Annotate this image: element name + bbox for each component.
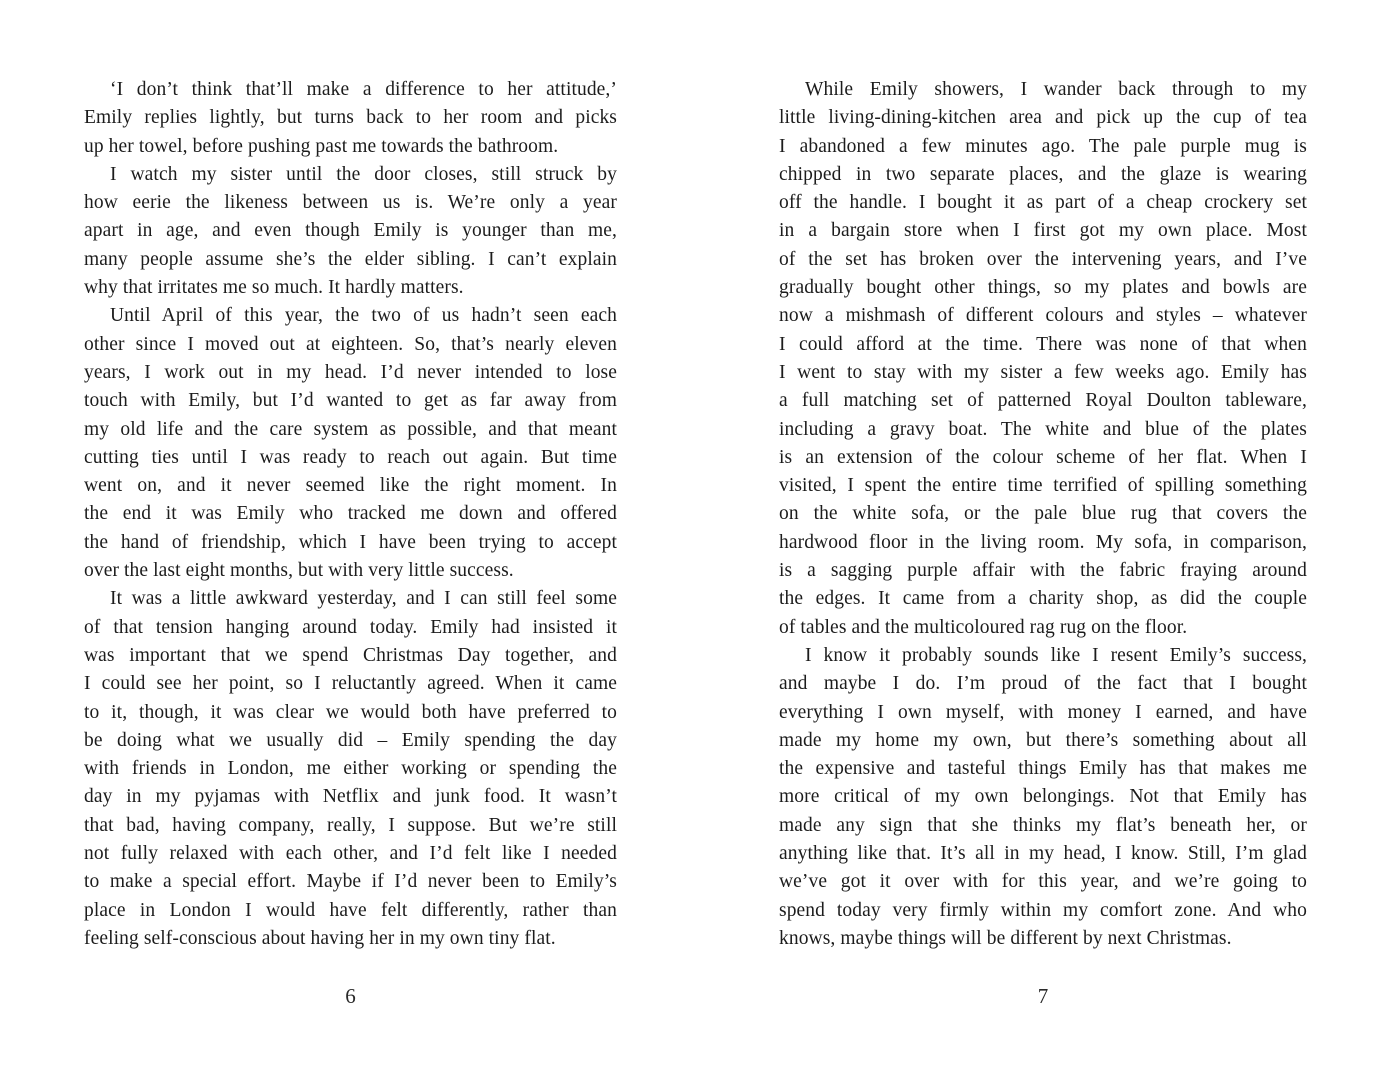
text-line: anything like that. It’s all in my head, I know. Still, I’m glad bbox=[779, 843, 1307, 865]
text-line: many people assume she’s the elder sibling. I can’t explain bbox=[84, 248, 617, 270]
left-page-number: 6 bbox=[345, 984, 356, 1008]
text-line: more critical of my own belongings. Not that Emily has bbox=[779, 786, 1307, 808]
text-line: I could afford at the time. There was none of that when bbox=[779, 333, 1307, 355]
text-line: the expensive and tasteful things Emily has that makes me bbox=[779, 758, 1307, 780]
text-line: other since I moved out at eighteen. So, that’s nearly eleven bbox=[84, 333, 617, 355]
text-line: cutting ties until I was ready to reach out again. But time bbox=[84, 446, 617, 468]
text-line: up her towel, before pushing past me towards the bathroom. bbox=[84, 135, 559, 157]
paragraph bbox=[84, 302, 617, 585]
text-line: the edges. It came from a charity shop, as did the couple bbox=[779, 588, 1307, 610]
text-line: While Emily showers, I wander back through to my bbox=[805, 79, 1307, 100]
text-line: my old life and the care system as possible, and that meant bbox=[84, 418, 617, 440]
text-line: went on, and it never seemed like the right moment. In bbox=[84, 475, 617, 497]
paragraph bbox=[84, 161, 617, 302]
text-line: why that irritates me so much. It hardly matters. bbox=[84, 277, 464, 299]
paragraph bbox=[84, 585, 617, 953]
text-line: Until April of this year, the two of us hadn’t seen each bbox=[110, 305, 617, 327]
text-line: I know it probably sounds like I resent Emily’s success, bbox=[805, 644, 1307, 666]
text-line: made my home my own, but there’s something about all bbox=[779, 729, 1307, 751]
text-line: place in London I would have felt differently, rather than bbox=[84, 899, 617, 921]
text-line: the hand of friendship, which I have been trying to accept bbox=[84, 531, 617, 553]
text-line: feeling self-conscious about having her in my own tiny flat. bbox=[84, 927, 556, 949]
text-line: not fully relaxed with each other, and I’d felt like I needed bbox=[84, 843, 617, 865]
text-line: the end it was Emily who tracked me down and offered bbox=[84, 503, 617, 525]
text-line: little living-dining-kitchen area and pick up the cup of tea bbox=[779, 107, 1307, 129]
text-line: I went to stay with my sister a few weeks ago. Emily has bbox=[779, 361, 1307, 383]
right-page-number: 7 bbox=[1037, 984, 1049, 1008]
text-line: we’ve got it over with for this year, and we’re going to bbox=[779, 871, 1307, 893]
text-line: It was a little awkward yesterday, and I can still feel some bbox=[110, 588, 617, 610]
text-line: to make a special effort. Maybe if I’d never been to Emily’s bbox=[84, 871, 617, 893]
text-line: of tables and the multicoloured rag rug on the floor. bbox=[779, 616, 1188, 638]
text-line: knows, maybe things will be different by next Christmas. bbox=[779, 927, 1232, 949]
left-page-text bbox=[84, 76, 617, 953]
text-line: apart in age, and even though Emily is younger than me, bbox=[84, 220, 617, 242]
text-line: is an extension of the colour scheme of her flat. When I bbox=[779, 446, 1307, 468]
paragraph bbox=[779, 642, 1307, 953]
text-line: a full matching set of patterned Royal Doulton tableware, bbox=[779, 390, 1307, 412]
text-line: chipped in two separate places, and the glaze is wearing bbox=[779, 163, 1307, 185]
text-line: be doing what we usually did – Emily spending the day bbox=[84, 729, 617, 751]
text-line: everything I own myself, with money I earned, and have bbox=[779, 701, 1307, 723]
right-page-text bbox=[779, 76, 1307, 953]
text-line: Emily replies lightly, but turns back to her room and picks bbox=[84, 107, 617, 129]
text-line: gradually bought other things, so my plates and bowls are bbox=[779, 277, 1307, 299]
text-line: I abandoned a few minutes ago. The pale purple mug is bbox=[779, 135, 1307, 157]
text-line: years, I work out in my head. I’d never intended to lose bbox=[84, 361, 617, 383]
text-line: touch with Emily, but I’d wanted to get as far away from bbox=[84, 390, 617, 412]
text-line: on the white sofa, or the pale blue rug that covers the bbox=[779, 503, 1307, 525]
text-line: visited, I spent the entire time terrified of spilling something bbox=[779, 475, 1307, 497]
text-line: to it, though, it was clear we would both have preferred to bbox=[84, 701, 617, 723]
text-line: over the last eight months, but with very little success. bbox=[84, 560, 514, 582]
text-line: hardwood floor in the living room. My sofa, in comparison, bbox=[779, 531, 1307, 553]
text-line: in a bargain store when I first got my own place. Most bbox=[779, 220, 1307, 242]
text-line: ‘I don’t think that’ll make a difference to her attitude,’ bbox=[110, 79, 617, 100]
text-line: and maybe I do. I’m proud of the fact that I bought bbox=[779, 673, 1307, 695]
text-line: was important that we spend Christmas Day together, and bbox=[84, 644, 617, 666]
text-line: that bad, having company, really, I suppose. But we’re still bbox=[84, 814, 617, 836]
text-line: I watch my sister until the door closes, still struck by bbox=[110, 163, 617, 185]
text-line: is a sagging purple affair with the fabric fraying around bbox=[779, 560, 1307, 582]
text-line: how eerie the likeness between us is. We’re only a year bbox=[84, 192, 617, 214]
text-line: made any sign that she thinks my flat’s beneath her, or bbox=[779, 814, 1307, 836]
paragraph bbox=[84, 76, 617, 161]
text-line: of the set has broken over the intervening years, and I’ve bbox=[779, 248, 1307, 270]
text-line: spend today very firmly within my comfort zone. And who bbox=[779, 899, 1307, 921]
text-line: of that tension hanging around today. Emily had insisted it bbox=[84, 616, 617, 638]
right-page bbox=[779, 76, 1307, 1056]
left-page bbox=[84, 76, 617, 1056]
text-line: day in my pyjamas with Netflix and junk food. It wasn’t bbox=[84, 786, 617, 808]
text-line: with friends in London, me either working or spending the bbox=[84, 758, 617, 780]
text-line: off the handle. I bought it as part of a cheap crockery set bbox=[779, 192, 1307, 214]
text-line: now a mishmash of different colours and styles – whatever bbox=[779, 305, 1307, 327]
text-line: including a gravy boat. The white and blue of the plates bbox=[779, 418, 1307, 440]
text-line: I could see her point, so I reluctantly agreed. When it came bbox=[84, 673, 617, 695]
paragraph bbox=[779, 76, 1307, 642]
